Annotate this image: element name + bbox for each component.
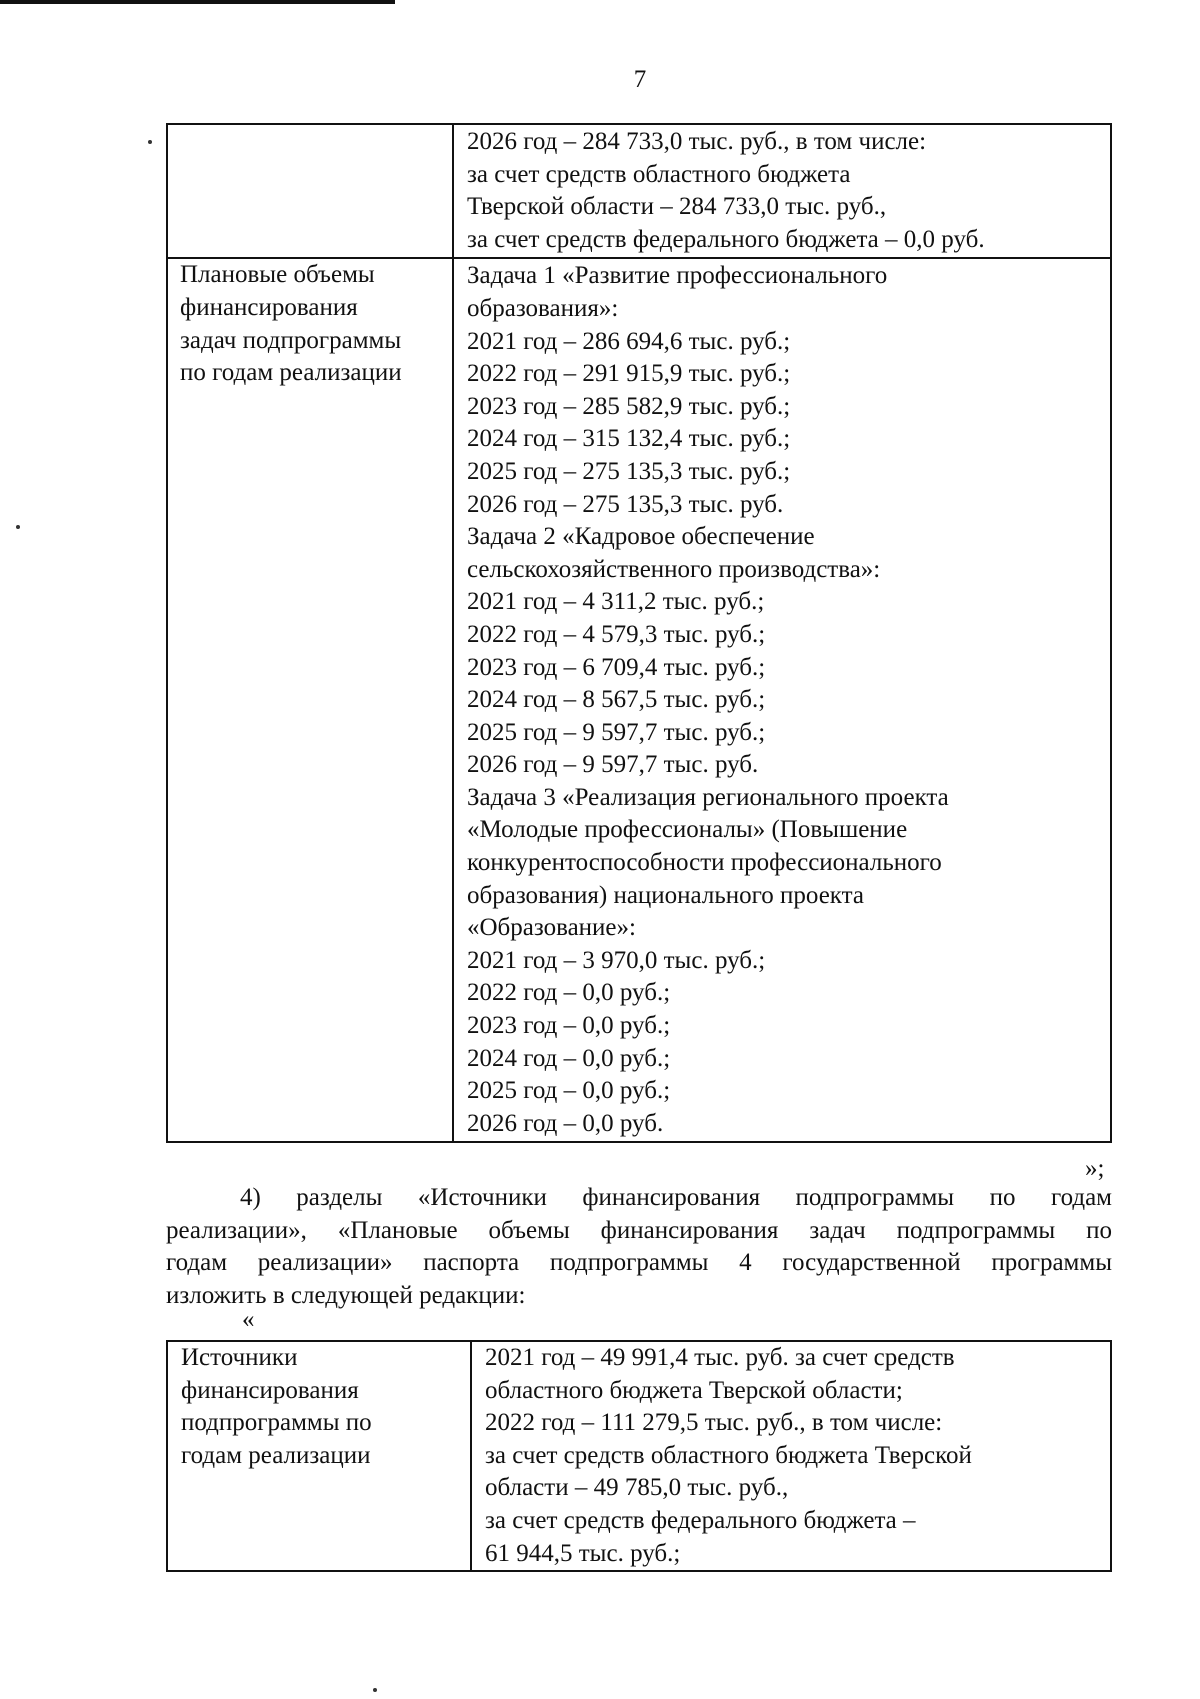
cell-line: 2024 год – 8 567,5 тыс. руб.; [467, 686, 766, 714]
row-heading-cell [167, 124, 453, 258]
cell-line: 2023 год – 285 582,9 тыс. руб.; [467, 392, 791, 420]
cell-line: финансирования [181, 1376, 359, 1404]
financing-table-subprogram-3 [166, 123, 1112, 1143]
row-value-cell [453, 124, 1111, 258]
cell-line: 2026 год – 284 733,0 тыс. руб., в том числе: [467, 128, 927, 155]
paragraph-line: годам реализации» паспорта подпрограммы 4 государственной программы [166, 1249, 1112, 1277]
cell-line: 2021 год – 3 970,0 тыс. руб.; [467, 946, 766, 974]
cell-line: Задача 2 «Кадровое обеспечение [467, 523, 815, 551]
row-value-cell [453, 258, 1111, 1142]
cell-line: 2022 год – 4 579,3 тыс. руб.; [467, 620, 766, 648]
cell-line: 2023 год – 6 709,4 тыс. руб.; [467, 653, 766, 681]
cell-line: 2022 год – 291 915,9 тыс. руб.; [467, 360, 791, 388]
cell-line: 2026 год – 275 135,3 тыс. руб. [467, 490, 784, 518]
cell-line: 2024 год – 315 132,4 тыс. руб.; [467, 425, 791, 453]
cell-line: за счет средств федерального бюджета – [485, 1506, 916, 1534]
cell-line: 2022 год – 111 279,5 тыс. руб., в том числе: [485, 1409, 943, 1437]
cell-line: 2022 год – 0,0 руб.; [467, 979, 671, 1007]
cell-line: Источники [181, 1344, 298, 1371]
cell-line: конкурентоспособности профессионального [467, 849, 942, 877]
amendment-paragraph [166, 1182, 1112, 1312]
opening-quote: « [242, 1306, 255, 1333]
cell-line: сельскохозяйственного производства»: [467, 555, 881, 583]
cell-line: подпрограммы по [181, 1409, 372, 1437]
cell-line: образования»: [467, 294, 619, 322]
scan-speck [16, 525, 20, 529]
cell-line: Тверской области – 284 733,0 тыс. руб., [467, 193, 887, 221]
table-row [167, 258, 1111, 1142]
cell-line: годам реализации [181, 1441, 371, 1469]
cell-line: Задача 3 «Реализация регионального проекта [467, 783, 949, 811]
financing-table-subprogram-4 [166, 1340, 1112, 1572]
cell-line: 2026 год – 9 597,7 тыс. руб. [467, 751, 759, 779]
paragraph-line: изложить в следующей редакции: [166, 1281, 526, 1309]
cell-line: 2024 год – 0,0 руб.; [467, 1044, 671, 1072]
scan-speck [148, 140, 152, 144]
cell-line: 2023 год – 0,0 руб.; [467, 1012, 671, 1040]
scan-speck [373, 1688, 377, 1692]
cell-line: задач подпрограммы [180, 326, 402, 354]
row-value-cell [471, 1341, 1111, 1571]
cell-line: финансирования [180, 293, 358, 321]
row-heading-cell [167, 1341, 471, 1571]
cell-line: по годам реализации [180, 359, 402, 387]
cell-line: 2025 год – 275 135,3 тыс. руб.; [467, 457, 791, 485]
cell-line: 2026 год – 0,0 руб. [467, 1109, 664, 1137]
cell-line: Плановые объемы [180, 261, 375, 289]
cell-line: 2025 год – 0,0 руб.; [467, 1077, 671, 1105]
table-row [167, 1341, 1111, 1571]
cell-line: областного бюджета Тверской области; [485, 1376, 903, 1404]
page-number: 7 [633, 66, 647, 93]
cell-line: Задача 1 «Развитие профессионального [467, 262, 888, 290]
closing-quote: »; [1085, 1155, 1105, 1182]
cell-line: 2021 год – 49 991,4 тыс. руб. за счет средств [485, 1344, 955, 1371]
cell-line: «Образование»: [467, 914, 636, 942]
cell-line: области – 49 785,0 тыс. руб., [485, 1474, 789, 1502]
paragraph-line: реализации», «Плановые объемы финансирования задач подпрограммы по [166, 1216, 1112, 1244]
cell-line: за счет средств федерального бюджета – 0,0 руб. [467, 225, 985, 253]
cell-line: 61 944,5 тыс. руб.; [485, 1539, 681, 1567]
cell-line: «Молодые профессионалы» (Повышение [467, 816, 908, 844]
table-row [167, 124, 1111, 258]
scan-edge-line [0, 0, 395, 4]
paragraph-line: 4) разделы «Источники финансирования подпрограммы по годам [240, 1184, 1112, 1211]
cell-line: 2021 год – 286 694,6 тыс. руб.; [467, 327, 791, 355]
cell-line: за счет средств областного бюджета Тверской [485, 1441, 972, 1469]
cell-line: 2025 год – 9 597,7 тыс. руб.; [467, 718, 766, 746]
row-heading-cell [167, 258, 453, 1142]
cell-line: за счет средств областного бюджета [467, 160, 851, 188]
cell-line: образования) национального проекта [467, 881, 864, 909]
cell-line: 2021 год – 4 311,2 тыс. руб.; [467, 588, 765, 616]
